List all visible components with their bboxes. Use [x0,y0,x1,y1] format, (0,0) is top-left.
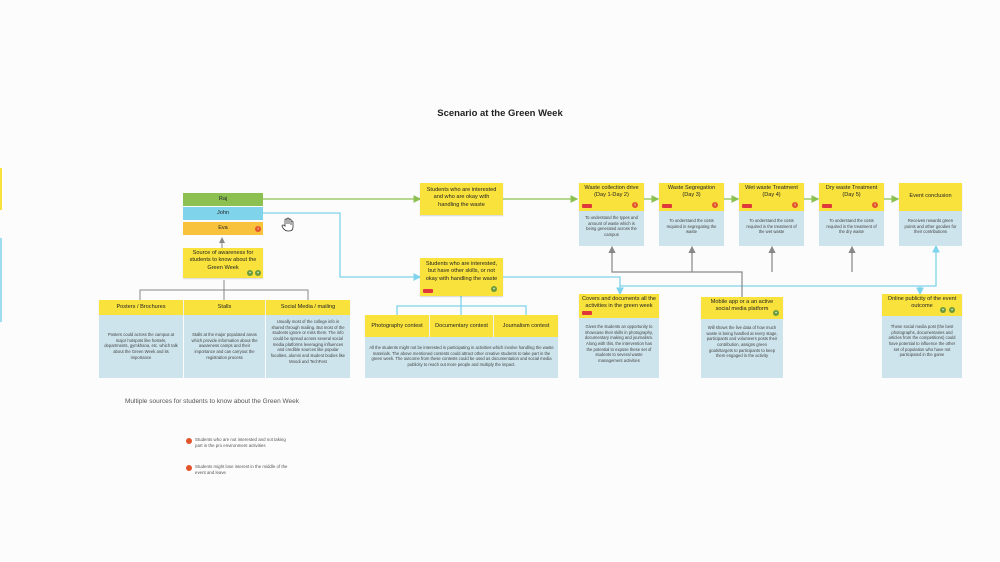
mobile-app-desc: Will shows the live data of how much waste is being handled at every stage, participants and volunteers posts their contribution, assigns green goals/targets to participants to keep them engaged in the activity [701,319,783,378]
eva-warning-badge: ! [255,226,261,232]
event-conclusion-desc: Receives rewards green points and other goodies for their contributions [899,211,962,246]
legend-text-1: Students who are not interested and not taking part in the pro environment activities [195,437,286,448]
source-stalls-desc: Stalls at the major populated areas which provide information about the awareness camps and their importance and can carryout the registration process [184,315,265,378]
legend-text-2: Students might lose interest in the middle of the event and leave [195,464,288,475]
awareness-note: Source of awareness for students to know about the Green Week + + [183,248,263,278]
day-wet-waste: Wet waste Treatment (Day 4) ! [739,183,804,211]
source-social-media: Social Media / mailing [266,300,350,315]
day4-tag [742,204,752,208]
other-skills-green-badge: + [492,286,496,291]
day-waste-segregation: Waste Segregation (Day 3) ! [659,183,724,211]
day-waste-segregation-desc: To understand the costs required in segregating the waste [659,211,724,246]
interested-note: Students who are interested and who are okay with handling the waste [420,183,503,215]
contests-desc: All the students might not be interested in participating in activities which involve handling the waste materials. The above mentioned contests could attract other creative students to take part in the green week. The outcome from these contests could be used as documentation and social media publicity to reach out more people and multiply the impact. [365,337,558,378]
awareness-green-badge-2: + [256,270,260,275]
hand-cursor-icon [280,217,296,233]
person-john[interactable]: John [183,207,263,220]
source-stalls: Stalls [184,300,265,315]
awareness-green-badge: + [248,270,252,275]
contest-documentary: Documentary contest [430,315,493,337]
person-raj[interactable]: Raj [183,193,263,206]
day3-warning-badge: ! [712,202,718,208]
publicity-desc: These social media post (the best photographs, documentaries and articles from the competitions) could have potential to influence the other set of population who have not participated in the game [882,316,962,378]
sources-branch [140,280,308,300]
contest-photography: Photography contest [365,315,429,337]
source-posters: Posters / Brochures [99,300,183,315]
diagram-title: Scenario at the Green Week [437,108,563,119]
person-eva[interactable]: Eva [183,222,263,235]
other-skills-to-covers [503,277,620,294]
sources-caption: Multiple sources for students to know about the Green Week [125,398,300,405]
day-wet-waste-desc: To understand the costs required in the treatment of the wet waste [739,211,804,246]
other-skills-note: Students who are interested, but have other skills, or not okay with handling the waste + [420,258,503,296]
left-edge-mark [0,168,2,210]
other-skills-tag [423,289,433,293]
contest-journalism: Journalism contest [494,315,558,337]
day-dry-waste-desc: To understand the costs required in the treatment of the dry waste [819,211,884,246]
publicity-green-badge-2: + [950,307,954,312]
event-conclusion: Event conclusion [899,183,962,211]
day1-warning-badge: ! [632,202,638,208]
day3-tag [662,204,672,208]
source-social-media-desc: Usually most of the college info is shared through mailing. But most of the students ignore or miss them. The info could be spread across several social media platforms leveraging influences and credible sources like popular faculties, alumni and student bodies like Moodi and TechFest [266,315,350,378]
day-waste-collection: Waste collection drive (Day 1-Day 2) ! [579,183,644,211]
publicity-note: Online publicity of the event outcome + + [882,294,962,316]
source-posters-desc: Posters could across the campus at major hotspots like hostels, departments, gymkhana, etc. which talk about the Green Week and its importance [99,315,183,378]
left-edge-mark-blue [0,238,2,322]
day1-tag [582,204,592,208]
covers-desc: Gives the students an opportunity to showcase their skills in photography, documentary making and journalism. Along with this, the intervention has the potential to expose these set of students to several waste management activities [579,318,659,378]
covers-tag [582,311,592,315]
covers-to-publicity [620,246,936,286]
day5-tag [822,204,832,208]
mobile-app-links [612,248,852,297]
mobile-green-badge: + [774,310,778,315]
legend-dot-2 [186,465,192,471]
contests-branch [397,296,526,315]
legend-dot-1 [186,438,192,444]
day4-warning-badge: ! [792,202,798,208]
publicity-green-badge: + [941,307,945,312]
covers-note: Covers and documents all the activities in the green week [579,294,659,318]
day-waste-collection-desc: To understand the types and amount of waste which is being generated across the campus [579,211,644,246]
day-dry-waste: Dry waste Treatment (Day 5) ! [819,183,884,211]
day5-warning-badge: ! [872,202,878,208]
mobile-app-note: Mobile app or a an active social media platform + [701,297,783,319]
